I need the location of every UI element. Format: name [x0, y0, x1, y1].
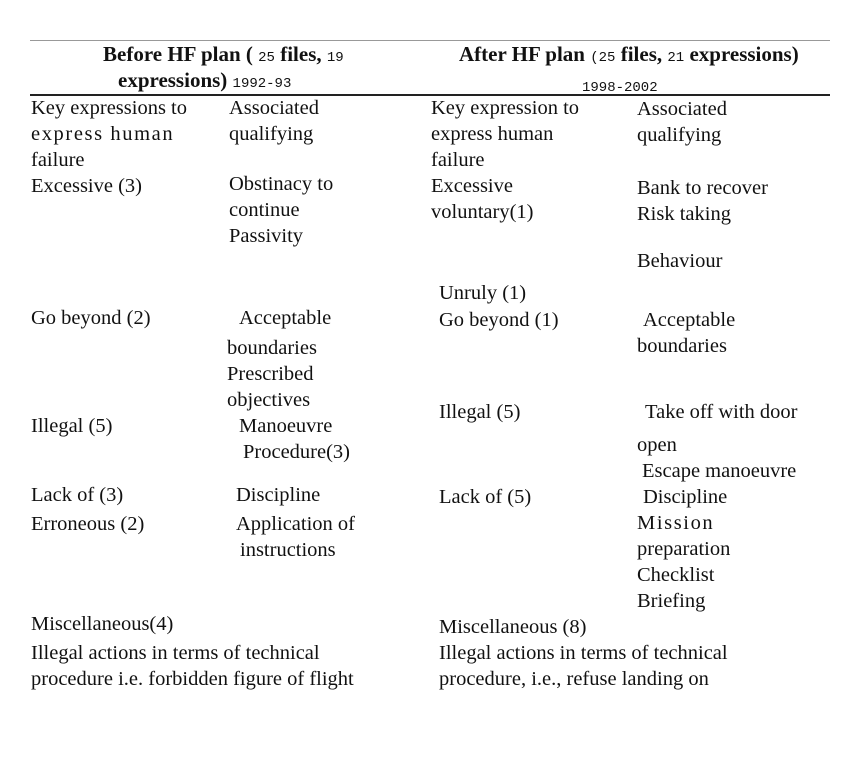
left-col-head-expressions-3: failure — [31, 149, 85, 171]
right-misc-text-1: Illegal actions in terms of technical — [439, 642, 728, 664]
left-lack-of-qualifier: Discipline — [236, 484, 321, 506]
header-before-line2: expressions) 1992-93 — [118, 68, 292, 92]
left-misc-text-2: procedure i.e. forbidden figure of flight — [31, 668, 354, 690]
left-lack-of: Lack of (3) — [31, 484, 124, 506]
right-col-head-expressions-3: failure — [431, 149, 485, 171]
left-erroneous-qualifier-2: instructions — [240, 539, 336, 561]
left-excessive: Excessive (3) — [31, 175, 142, 197]
right-excessive-qualifier-3: Behaviour — [637, 250, 723, 272]
left-go-beyond-qualifier-2: boundaries — [227, 337, 317, 359]
left-misc-text-1: Illegal actions in terms of technical — [31, 642, 320, 664]
header-before-line1: Before HF plan ( 25 files, 19 — [103, 42, 344, 66]
left-col-head-expressions-2: express human — [31, 123, 175, 145]
left-col-head-expressions-1: Key expressions to — [31, 97, 188, 119]
right-excessive-qualifier-1: Bank to recover — [637, 177, 768, 199]
right-illegal: Illegal (5) — [439, 401, 521, 423]
left-excessive-qualifier-2: continue — [229, 199, 300, 221]
header-after-line1: After HF plan (25 files, 21 expressions) — [459, 42, 799, 66]
right-unruly: Unruly (1) — [439, 282, 527, 304]
right-excessive-1: Excessive — [431, 175, 513, 197]
left-miscellaneous: Miscellaneous(4) — [31, 613, 174, 635]
right-illegal-qualifier-1: Take off with door — [645, 401, 798, 423]
right-miscellaneous: Miscellaneous (8) — [439, 616, 587, 638]
right-lack-of-qualifier-2: Mission — [637, 512, 715, 534]
right-lack-of-qualifier-3: preparation — [637, 538, 731, 560]
left-erroneous: Erroneous (2) — [31, 513, 145, 535]
left-go-beyond-qualifier-3: Prescribed — [227, 363, 314, 385]
right-illegal-qualifier-3: Escape manoeuvre — [642, 460, 797, 482]
left-go-beyond: Go beyond (2) — [31, 307, 151, 329]
right-col-head-qualifying-1: Associated — [637, 98, 727, 120]
left-col-head-qualifying-1: Associated — [229, 97, 319, 119]
right-lack-of-qualifier-1: Discipline — [643, 486, 728, 508]
right-go-beyond: Go beyond (1) — [439, 309, 559, 331]
right-misc-text-2: procedure, i.e., refuse landing on — [439, 668, 709, 690]
right-lack-of: Lack of (5) — [439, 486, 532, 508]
left-go-beyond-qualifier-1: Acceptable — [239, 307, 332, 329]
left-excessive-qualifier-1: Obstinacy to — [229, 173, 334, 195]
left-illegal-qualifier-1: Manoeuvre — [239, 415, 333, 437]
left-erroneous-qualifier-1: Application of — [236, 513, 355, 535]
right-col-head-expressions-1: Key expression to — [431, 97, 580, 119]
right-illegal-qualifier-2: open — [637, 434, 677, 456]
left-col-head-qualifying-2: qualifying — [229, 123, 314, 145]
right-excessive-2: voluntary(1) — [431, 201, 534, 223]
left-go-beyond-qualifier-4: objectives — [227, 389, 311, 411]
right-excessive-qualifier-2: Risk taking — [637, 203, 731, 225]
left-illegal: Illegal (5) — [31, 415, 113, 437]
header-after-line2: 1998-2002 — [582, 80, 658, 96]
left-illegal-qualifier-2: Procedure(3) — [243, 441, 351, 463]
right-lack-of-qualifier-4: Checklist — [637, 564, 715, 586]
right-col-head-qualifying-2: qualifying — [637, 124, 722, 146]
right-go-beyond-qualifier-2: boundaries — [637, 335, 727, 357]
right-col-head-expressions-2: express human — [431, 123, 554, 145]
left-excessive-qualifier-3: Passivity — [229, 225, 304, 247]
right-go-beyond-qualifier-1: Acceptable — [643, 309, 736, 331]
top-rule — [30, 40, 830, 41]
right-lack-of-qualifier-5: Briefing — [637, 590, 706, 612]
